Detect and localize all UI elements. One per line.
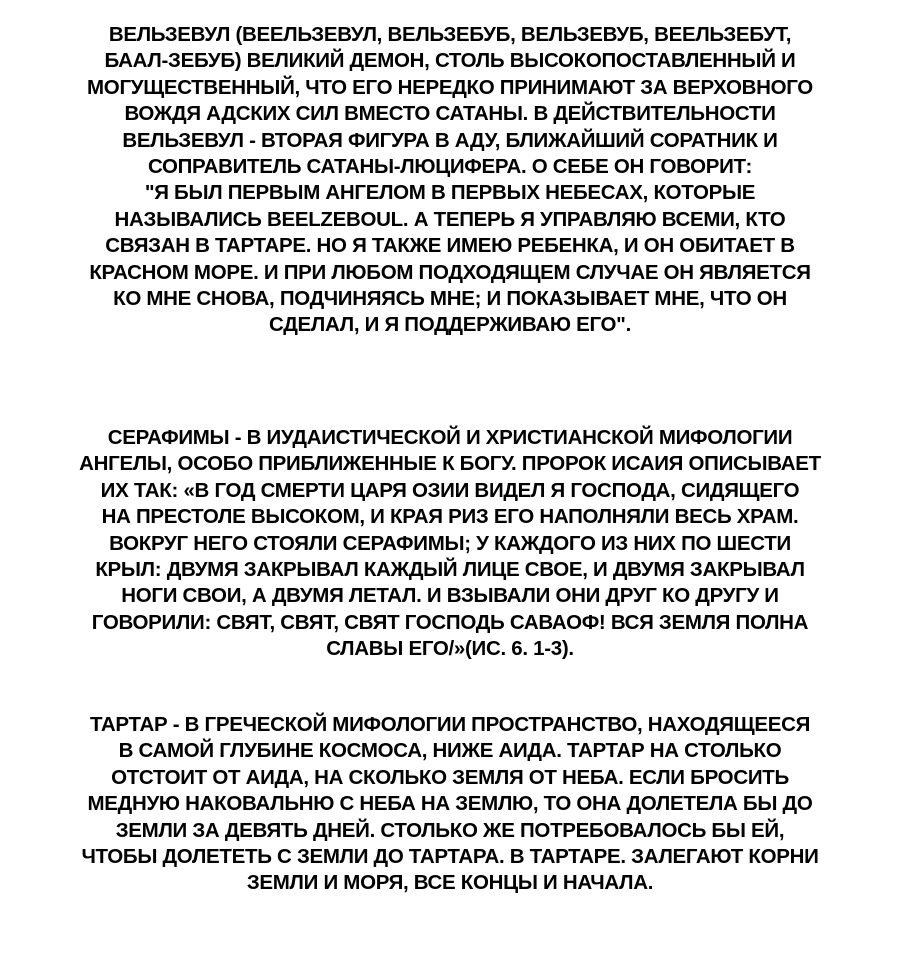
paragraph-seraphim: СЕРАФИМЫ - В ИУДАИСТИЧЕСКОЙ И ХРИСТИАНСКОЙ МИФОЛОГИИ АНГЕЛЫ, ОСОБО ПРИБЛИЖЕННЫЕ К БОГУ. ПРОРОК ИСАИЯ ОПИСЫВАЕТ ИХ ТАК: «В ГОД СМЕРТИ ЦАРЯ ОЗИИ ВИДЕЛ Я ГОСПОДА, СИДЯЩЕГО НА ПРЕСТОЛЕ ВЫСОКОМ, И КРАЯ РИЗ ЕГО НАПОЛНЯЛИ ВЕСЬ ХРАМ. ВОКРУГ НЕГО СТОЯЛИ СЕРАФИМЫ; У КАЖДОГО ИЗ НИХ ПО ШЕСТИ КРЫЛ: ДВУМЯ ЗАКРЫВАЛ КАЖДЫЙ ЛИЦЕ СВОЕ, И ДВУМЯ ЗАКРЫВАЛ НОГИ СВОИ, А ДВУМЯ ЛЕТАЛ. И ВЗЫВАЛИ ОНИ ДРУГ КО ДРУГУ И ГОВОРИЛИ: СВЯТ, СВЯТ, СВЯТ ГОСПОДЬ САВАОФ! ВСЯ ЗЕМЛЯ ПОЛНА СЛАВЫ ЕГО/»(ИС. 6. 1-3).	[79, 426, 821, 661]
paragraph-tartarus: ТАРТАР - В ГРЕЧЕСКОЙ МИФОЛОГИИ ПРОСТРАНСТВО, НАХОДЯЩЕЕСЯ В САМОЙ ГЛУБИНЕ КОСМОСА, НИЖЕ АИДА. ТАРТАР НА СТОЛЬКО ОТСТОИТ ОТ АИДА, НА СКОЛЬКО ЗЕМЛЯ ОТ НЕБА. ЕСЛИ БРОСИТЬ МЕДНУЮ НАКОВАЛЬНЮ С НЕБА НА ЗЕМЛЮ, ТО ОНА ДОЛЕТЕЛА БЫ ДО ЗЕМЛИ ЗА ДЕВЯТЬ ДНЕЙ. СТОЛЬКО ЖЕ ПОТРЕБОВАЛОСЬ БЫ ЕЙ, ЧТОБЫ ДОЛЕТЕТЬ С ЗЕМЛИ ДО ТАРТАРА. В ТАРТАРЕ. ЗАЛЕГАЮТ КОРНИ ЗЕМЛИ И МОРЯ, ВСЕ КОНЦЫ И НАЧАЛА.	[81, 713, 819, 895]
paragraph-beelzebub: ВЕЛЬЗЕВУЛ (ВЕЕЛЬЗЕВУЛ, ВЕЛЬЗЕБУБ, ВЕЛЬЗЕВУБ, ВЕЕЛЬЗЕБУТ, БААЛ-ЗЕБУБ) ВЕЛИКИЙ ДЕМОН, СТОЛЬ ВЫСОКОПОСТАВЛЕННЫЙ И МОГУЩЕСТВЕННЫЙ, ЧТО ЕГО НЕРЕДКО ПРИНИМАЮТ ЗА ВЕРХОВНОГО ВОЖДЯ АДСКИХ СИЛ ВМЕСТО САТАНЫ. В ДЕЙСТВИТЕЛЬНОСТИ ВЕЛЬЗЕВУЛ - ВТОРАЯ ФИГУРА В АДУ, БЛИЖАЙШИЙ СОРАТНИК И СОПРАВИТЕЛЬ САТАНЫ-ЛЮЦИФЕРА. О СЕБЕ ОН ГОВОРИТ: "Я БЫЛ ПЕРВЫМ АНГЕЛОМ В ПЕРВЫХ НЕБЕСАХ, КОТОРЫЕ НАЗЫВАЛИСЬ BEELZEBOUL. А ТЕПЕРЬ Я УПРАВЛЯЮ ВСЕМИ, КТО СВЯЗАН В ТАРТАРЕ. НО Я ТАКЖЕ ИМЕЮ РЕБЕНКА, И ОН ОБИТАЕТ В КРАСНОМ МОРЕ. И ПРИ ЛЮБОМ ПОДХОДЯЩЕМ СЛУЧАЕ ОН ЯВЛЯЕТСЯ КО МНЕ СНОВА, ПОДЧИНЯЯСЬ МНЕ; И ПОКАЗЫВАЕТ МНЕ, ЧТО ОН СДЕЛАЛ, И Я ПОДДЕРЖИВАЮ ЕГО".	[87, 23, 813, 337]
